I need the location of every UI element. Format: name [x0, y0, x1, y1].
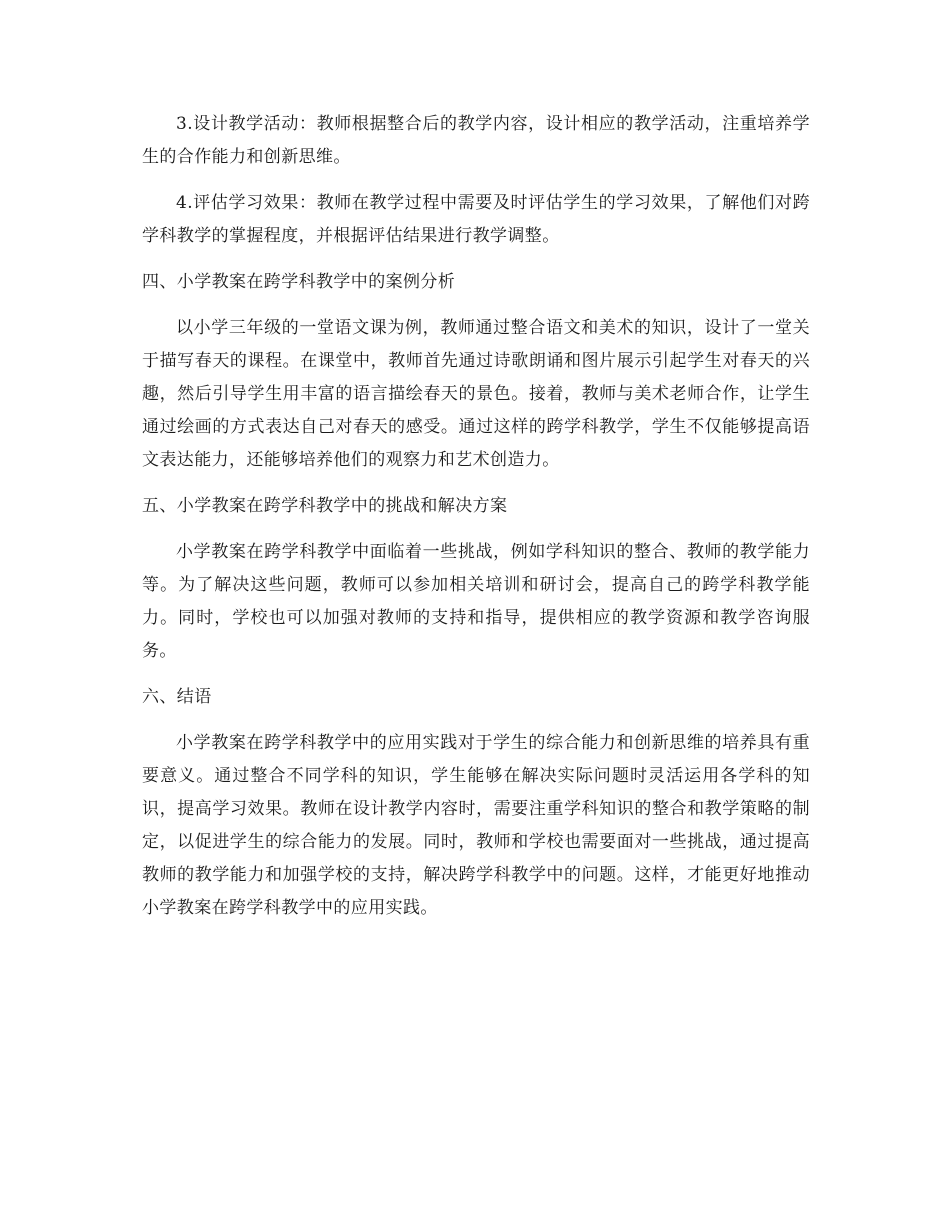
section-heading-case-analysis: 四、小学教案在跨学科教学中的案例分析: [142, 272, 456, 292]
document-page: [142, 108, 810, 925]
paragraph-challenges: 小学教案在跨学科教学中面临着一些挑战，例如学科知识的整合、教师的教学能力等。为了解决这些问题，教师可以参加相关培训和研讨会，提高自己的跨学科教学能力。同时，学校也可以加强对教师的支持和指导，提供相应的教学资源和教学咨询服务。: [142, 542, 810, 661]
paragraph-case-analysis: 以小学三年级的一堂语文课为例，教师通过整合语文和美术的知识，设计了一堂关于描写春天的课程。在课堂中，教师首先通过诗歌朗诵和图片展示引起学生对春天的兴趣，然后引导学生用丰富的语言描绘春天的景色。接着，教师与美术老师合作，让学生通过绘画的方式表达自己对春天的感受。通过这样的跨学科教学，学生不仅能够提高语文表达能力，还能够培养他们的观察力和艺术创造力。: [142, 318, 810, 470]
section-heading-challenges: 五、小学教案在跨学科教学中的挑战和解决方案: [142, 496, 508, 516]
paragraph-gap: [142, 299, 810, 312]
paragraph-assess-effects: 4.评估学习效果：教师在教学过程中需要及时评估学生的学习效果，了解他们对跨学科教学的掌握程度，并根据评估结果进行教学调整。: [142, 193, 810, 246]
paragraph-gap: [142, 253, 810, 266]
paragraph-gap: [142, 523, 810, 536]
paragraph-gap: [142, 668, 810, 681]
paragraph-conclusion: 小学教案在跨学科教学中的应用实践对于学生的综合能力和创新思维的培养具有重要意义。通过整合不同学科的知识，学生能够在解决实际问题时灵活运用各学科的知识，提高学习效果。教师在设计教学内容时，需要注重学科知识的整合和教学策略的制定，以促进学生的综合能力的发展。同时，教师和学校也需要面对一些挑战，通过提高教师的教学能力和加强学校的支持，解决跨学科教学中的问题。这样，才能更好地推动小学教案在跨学科教学中的应用实践。: [142, 733, 810, 918]
paragraph-gap: [142, 174, 810, 187]
paragraph-gap: [142, 714, 810, 727]
paragraph-gap: [142, 477, 810, 490]
section-heading-conclusion: 六、结语: [142, 687, 212, 707]
paragraph-design-activities: 3.设计教学活动：教师根据整合后的教学内容，设计相应的教学活动，注重培养学生的合作能力和创新思维。: [142, 114, 810, 167]
